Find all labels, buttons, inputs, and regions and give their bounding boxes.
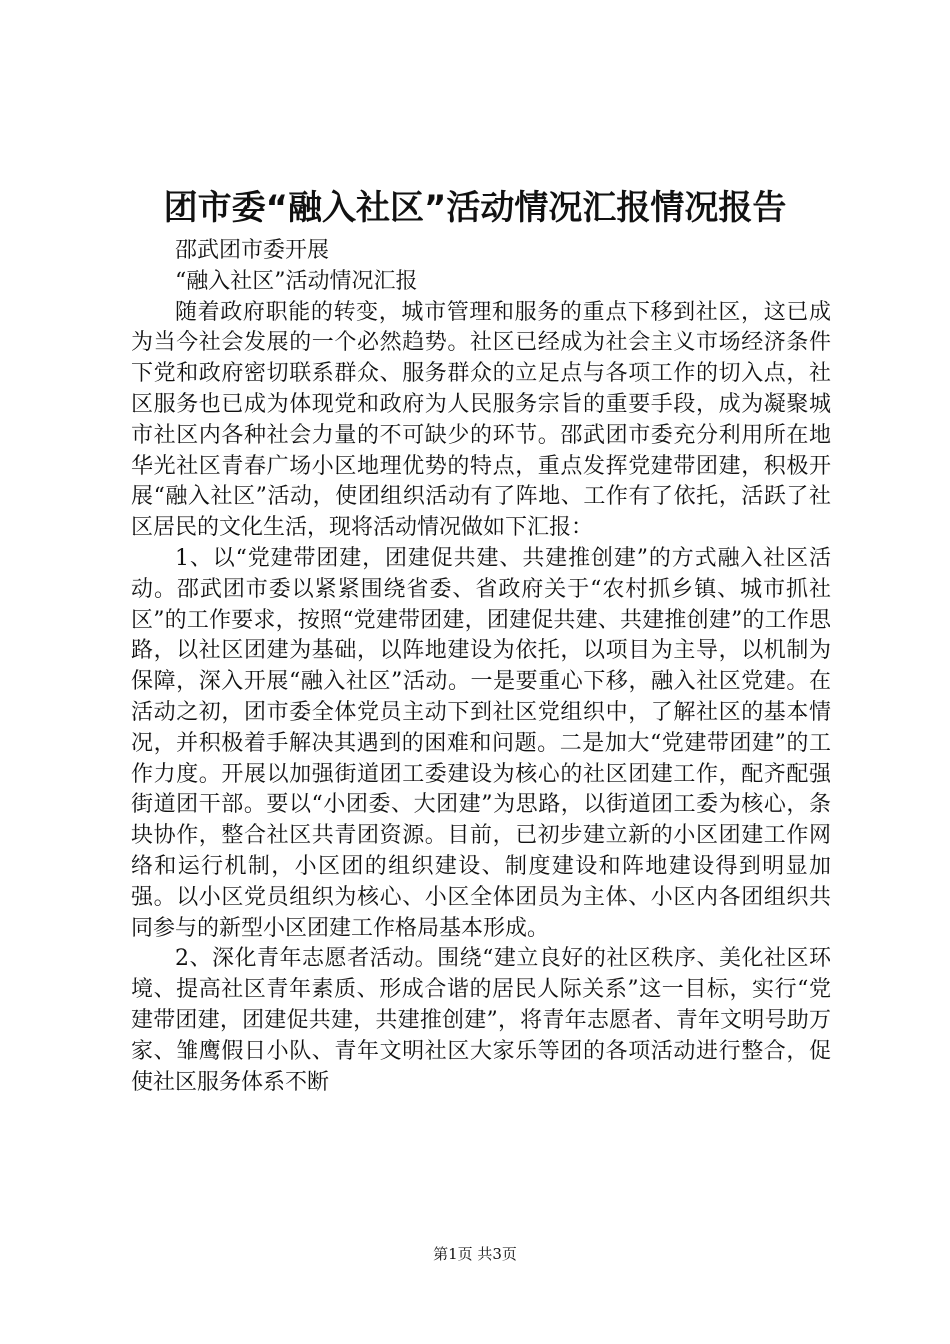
body-paragraph: 邵武团市委开展 [175, 238, 330, 263]
body-paragraph: “融入社区”活动情况汇报 [175, 268, 418, 294]
page-footer: 第1页 共3页 [433, 1245, 517, 1263]
body-paragraph: 随着政府职能的转变，城市管理和服务的重点下移到社区，这已成为当今社会发展的一个必然趋势。社区已经成为社会主义市场经济条件下党和政府密切联系群众、服务群众的立足点与各项工作的切入点，社区服务也已成为体现党和政府为人民服务宗旨的重要手段，成为凝聚城市社区内各种社会力量的不可缺少的环节。邵武团市委充分利用所在地华光社区青春广场小区地理优势的特点，重点发挥党建带团建，积极开展“融入社区”活动，使团组织活动有了阵地、工作有了依托，活跃了社区居民的文化生活，现将活动情况做如下汇报： [131, 299, 831, 541]
body-paragraph: 1、以“党建带团建，团建促共建、共建推创建”的方式融入社区活动。邵武团市委以紧紧围绕省委、省政府关于“农村抓乡镇、城市抓社区”的工作要求，按照“党建带团建，团建促共建、共建推创建”的工作思路，以社区团建为基础，以阵地建设为依托，以项目为主导，以机制为保障，深入开展“融入社区”活动。一是要重心下移，融入社区党建。在活动之初，团市委全体党员主动下到社区党组织中，了解社区的基本情况，并积极着手解决其遇到的困难和问题。二是加大“党建带团建”的工作力度。开展以加强街道团工委建设为核心的社区团建工作，配齐配强街道团干部。要以“小团委、大团建”为思路，以街道团工委为核心，条块协作，整合社区共青团资源。目前，已初步建立新的小区团建工作网络和运行机制，小区团的组织建设、制度建设和阵地建设得到明显加强。以小区党员组织为核心、小区全体团员为主体、小区内各团组织共同参与的新型小区团建工作格局基本形成。 [131, 545, 831, 941]
document-title: 团市委“融入社区”活动情况汇报情况报告 [163, 188, 787, 228]
document-body [131, 236, 831, 1098]
body-paragraph: 2、深化青年志愿者活动。围绕“建立良好的社区秩序、美化社区环境、提高社区青年素质、形成合谐的居民人际关系”这一目标，实行“党建带团建，团建促共建，共建推创建”，将青年志愿者、青年文明号助万家、雏鹰假日小队、青年文明社区大家乐等团的各项活动进行整合，促使社区服务体系不断 [131, 946, 831, 1095]
